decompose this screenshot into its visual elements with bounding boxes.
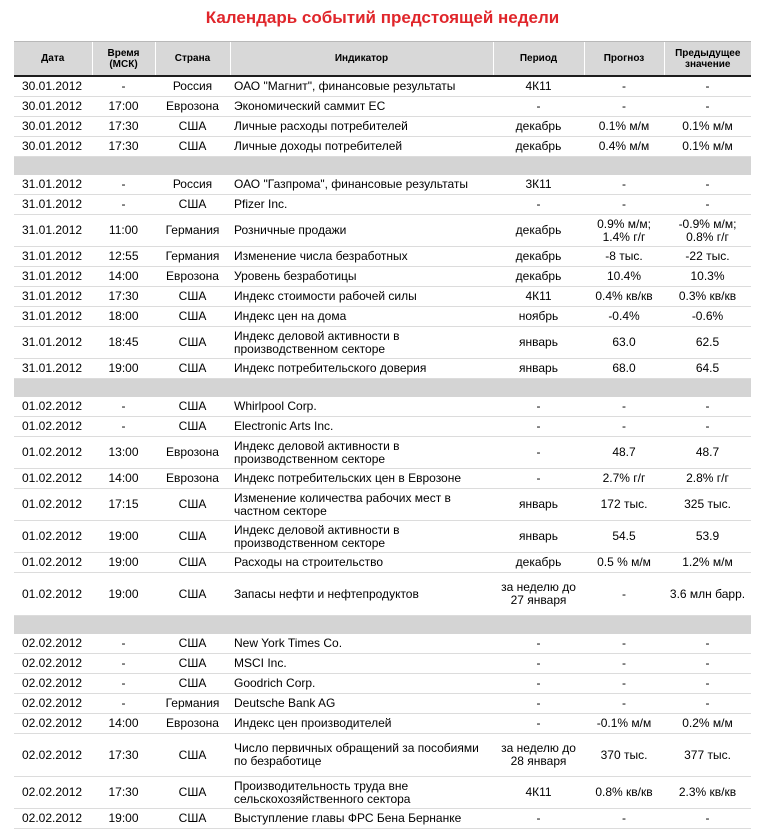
cell-period: декабрь — [493, 117, 584, 137]
cell-country: США — [155, 809, 230, 829]
cell-previous: 0.2% м/м — [664, 714, 751, 734]
cell-time: 19:00 — [92, 573, 155, 616]
cell-indicator: Расходы на строительство — [230, 553, 493, 573]
cell-forecast: -8 тыс. — [584, 247, 664, 267]
cell-forecast: 2.7% г/г — [584, 469, 664, 489]
cell-forecast: 63.0 — [584, 327, 664, 359]
cell-forecast: - — [584, 573, 664, 616]
cell-date: 01.02.2012 — [14, 469, 92, 489]
cell-date: 31.01.2012 — [14, 195, 92, 215]
cell-date: 31.01.2012 — [14, 215, 92, 247]
column-header-forecast: Прогноз — [584, 42, 664, 77]
cell-time: - — [92, 175, 155, 195]
cell-previous: 64.5 — [664, 359, 751, 379]
cell-time: 18:45 — [92, 327, 155, 359]
cell-date: 31.01.2012 — [14, 327, 92, 359]
cell-country: США — [155, 654, 230, 674]
table-header-row — [14, 42, 751, 77]
cell-indicator: Индекс деловой активности в производственном секторе — [230, 437, 493, 469]
cell-period: - — [493, 97, 584, 117]
cell-time: 19:00 — [92, 553, 155, 573]
table-row — [14, 215, 751, 247]
cell-country: США — [155, 634, 230, 654]
cell-date: 01.02.2012 — [14, 573, 92, 616]
table-row — [14, 117, 751, 137]
cell-previous: 325 тыс. — [664, 489, 751, 521]
cell-date: 02.02.2012 — [14, 694, 92, 714]
cell-forecast: - — [584, 195, 664, 215]
cell-forecast: 0.4% м/м — [584, 137, 664, 157]
cell-indicator: Индекс стоимости рабочей силы — [230, 287, 493, 307]
cell-indicator: Goodrich Corp. — [230, 674, 493, 694]
cell-country: Еврозона — [155, 714, 230, 734]
cell-period: ноябрь — [493, 307, 584, 327]
cell-indicator: Уровень безработицы — [230, 267, 493, 287]
cell-indicator: MSCI Inc. — [230, 654, 493, 674]
cell-forecast: 172 тыс. — [584, 489, 664, 521]
table-row — [14, 397, 751, 417]
cell-date: 02.02.2012 — [14, 809, 92, 829]
cell-forecast: 0.9% м/м; 1.4% г/г — [584, 215, 664, 247]
cell-forecast: - — [584, 694, 664, 714]
cell-forecast: - — [584, 674, 664, 694]
table-row — [14, 573, 751, 616]
cell-period: - — [493, 437, 584, 469]
cell-indicator: Производительность труда вне сельскохозяйственного сектора — [230, 777, 493, 809]
cell-previous: -0.9% м/м; 0.8% г/г — [664, 215, 751, 247]
cell-country: США — [155, 417, 230, 437]
cell-previous: 0.3% кв/кв — [664, 287, 751, 307]
day-separator-cell — [14, 379, 751, 398]
cell-date: 30.01.2012 — [14, 97, 92, 117]
cell-previous: - — [664, 97, 751, 117]
cell-previous: 0.1% м/м — [664, 117, 751, 137]
cell-date: 02.02.2012 — [14, 734, 92, 777]
table-row — [14, 307, 751, 327]
cell-period: январь — [493, 327, 584, 359]
page-title: Календарь событий предстоящей недели — [205, 8, 560, 27]
cell-time: 19:00 — [92, 359, 155, 379]
cell-time: - — [92, 397, 155, 417]
cell-date: 31.01.2012 — [14, 287, 92, 307]
cell-time: 17:30 — [92, 734, 155, 777]
cell-country: США — [155, 521, 230, 553]
cell-country: США — [155, 674, 230, 694]
cell-country: Германия — [155, 215, 230, 247]
cell-time: 14:00 — [92, 714, 155, 734]
cell-date: 31.01.2012 — [14, 359, 92, 379]
cell-time: 19:00 — [92, 809, 155, 829]
cell-date: 02.02.2012 — [14, 634, 92, 654]
cell-forecast: 0.5 % м/м — [584, 553, 664, 573]
cell-forecast: 10.4% — [584, 267, 664, 287]
cell-period: январь — [493, 489, 584, 521]
cell-period: - — [493, 397, 584, 417]
cell-date: 02.02.2012 — [14, 714, 92, 734]
table-row — [14, 777, 751, 809]
column-header-country: Страна — [155, 42, 230, 77]
cell-previous: 53.9 — [664, 521, 751, 553]
cell-country: Еврозона — [155, 97, 230, 117]
cell-forecast: 48.7 — [584, 437, 664, 469]
cell-time: - — [92, 417, 155, 437]
cell-time: 17:15 — [92, 489, 155, 521]
cell-country: США — [155, 489, 230, 521]
cell-country: США — [155, 777, 230, 809]
cell-time: 17:30 — [92, 287, 155, 307]
cell-previous: 2.3% кв/кв — [664, 777, 751, 809]
table-row — [14, 734, 751, 777]
cell-country: США — [155, 573, 230, 616]
cell-forecast: - — [584, 809, 664, 829]
cell-period: - — [493, 674, 584, 694]
cell-period: 3К11 — [493, 175, 584, 195]
cell-date: 30.01.2012 — [14, 117, 92, 137]
cell-date: 02.02.2012 — [14, 654, 92, 674]
table-row — [14, 175, 751, 195]
cell-forecast: - — [584, 175, 664, 195]
day-separator — [14, 616, 751, 635]
cell-time: - — [92, 694, 155, 714]
cell-period: январь — [493, 521, 584, 553]
cell-previous: 3.6 млн барр. — [664, 573, 751, 616]
cell-time: 12:55 — [92, 247, 155, 267]
table-row — [14, 553, 751, 573]
table-row — [14, 521, 751, 553]
cell-previous: - — [664, 809, 751, 829]
cell-date: 01.02.2012 — [14, 417, 92, 437]
cell-period: декабрь — [493, 553, 584, 573]
cell-previous: 2.8% г/г — [664, 469, 751, 489]
table-row — [14, 809, 751, 829]
cell-country: США — [155, 307, 230, 327]
cell-time: 18:00 — [92, 307, 155, 327]
table-row — [14, 469, 751, 489]
cell-indicator: Личные доходы потребителей — [230, 137, 493, 157]
column-header-previous: Предыдущее значение — [664, 42, 751, 77]
cell-date: 01.02.2012 — [14, 437, 92, 469]
cell-time: 11:00 — [92, 215, 155, 247]
cell-period: декабрь — [493, 267, 584, 287]
table-row — [14, 714, 751, 734]
cell-time: - — [92, 674, 155, 694]
table-row — [14, 634, 751, 654]
cell-date: 02.02.2012 — [14, 674, 92, 694]
cell-period: - — [493, 694, 584, 714]
table-row — [14, 137, 751, 157]
cell-date: 31.01.2012 — [14, 267, 92, 287]
cell-period: декабрь — [493, 247, 584, 267]
cell-period: за неделю до 28 января — [493, 734, 584, 777]
cell-country: Еврозона — [155, 267, 230, 287]
cell-indicator: Изменение количества рабочих мест в частном секторе — [230, 489, 493, 521]
table-row — [14, 674, 751, 694]
cell-country: США — [155, 117, 230, 137]
cell-country: США — [155, 734, 230, 777]
cell-period: 4К11 — [493, 76, 584, 97]
cell-period: декабрь — [493, 137, 584, 157]
cell-forecast: - — [584, 654, 664, 674]
cell-time: - — [92, 195, 155, 215]
cell-previous: - — [664, 654, 751, 674]
cell-country: Россия — [155, 76, 230, 97]
cell-previous: 48.7 — [664, 437, 751, 469]
cell-forecast: -0.1% м/м — [584, 714, 664, 734]
cell-indicator: ОАО "Магнит", финансовые результаты — [230, 76, 493, 97]
cell-forecast: - — [584, 417, 664, 437]
cell-period: - — [493, 469, 584, 489]
cell-forecast: 54.5 — [584, 521, 664, 553]
cell-indicator: Индекс деловой активности в производственном секторе — [230, 521, 493, 553]
table-row — [14, 489, 751, 521]
cell-time: 13:00 — [92, 437, 155, 469]
cell-previous: 62.5 — [664, 327, 751, 359]
cell-indicator: Whirlpool Corp. — [230, 397, 493, 417]
column-header-date: Дата — [14, 42, 92, 77]
cell-previous: 1.2% м/м — [664, 553, 751, 573]
cell-time: 17:30 — [92, 137, 155, 157]
cell-indicator: Изменение числа безработных — [230, 247, 493, 267]
cell-time: 19:00 — [92, 521, 155, 553]
cell-previous: - — [664, 175, 751, 195]
cell-date: 01.02.2012 — [14, 489, 92, 521]
table-row — [14, 437, 751, 469]
cell-date: 02.02.2012 — [14, 777, 92, 809]
cell-forecast: 68.0 — [584, 359, 664, 379]
table-row — [14, 97, 751, 117]
cell-indicator: Индекс потребительских цен в Еврозоне — [230, 469, 493, 489]
cell-previous: - — [664, 674, 751, 694]
cell-time: - — [92, 654, 155, 674]
cell-indicator: Pfizer Inc. — [230, 195, 493, 215]
cell-date: 31.01.2012 — [14, 175, 92, 195]
cell-indicator: Розничные продажи — [230, 215, 493, 247]
cell-previous: - — [664, 195, 751, 215]
column-header-period: Период — [493, 42, 584, 77]
cell-date: 31.01.2012 — [14, 307, 92, 327]
cell-indicator: ОАО "Газпрома", финансовые результаты — [230, 175, 493, 195]
cell-date: 01.02.2012 — [14, 521, 92, 553]
cell-country: США — [155, 397, 230, 417]
cell-period: январь — [493, 359, 584, 379]
cell-country: Германия — [155, 247, 230, 267]
table-row — [14, 359, 751, 379]
table-row — [14, 654, 751, 674]
cell-country: США — [155, 553, 230, 573]
cell-date: 30.01.2012 — [14, 76, 92, 97]
table-body — [14, 76, 751, 829]
cell-time: 17:30 — [92, 777, 155, 809]
cell-period: - — [493, 654, 584, 674]
cell-previous: -0.6% — [664, 307, 751, 327]
table-row — [14, 694, 751, 714]
cell-previous: - — [664, 694, 751, 714]
cell-forecast: - — [584, 397, 664, 417]
cell-previous: 10.3% — [664, 267, 751, 287]
events-calendar-table — [14, 41, 751, 829]
cell-indicator: Deutsche Bank AG — [230, 694, 493, 714]
cell-time: 14:00 — [92, 267, 155, 287]
cell-period: - — [493, 195, 584, 215]
cell-date: 30.01.2012 — [14, 137, 92, 157]
cell-indicator: Выступление главы ФРС Бена Бернанке — [230, 809, 493, 829]
cell-time: 14:00 — [92, 469, 155, 489]
cell-indicator: New York Times Co. — [230, 634, 493, 654]
table-row — [14, 267, 751, 287]
cell-indicator: Личные расходы потребителей — [230, 117, 493, 137]
table-row — [14, 247, 751, 267]
table-row — [14, 327, 751, 359]
cell-forecast: - — [584, 634, 664, 654]
cell-period: - — [493, 714, 584, 734]
cell-period: 4К11 — [493, 777, 584, 809]
cell-country: Еврозона — [155, 437, 230, 469]
cell-country: США — [155, 359, 230, 379]
cell-previous: 377 тыс. — [664, 734, 751, 777]
cell-forecast: 0.1% м/м — [584, 117, 664, 137]
cell-indicator: Индекс цен на дома — [230, 307, 493, 327]
cell-indicator: Запасы нефти и нефтепродуктов — [230, 573, 493, 616]
cell-time: 17:30 — [92, 117, 155, 137]
cell-forecast: 0.8% кв/кв — [584, 777, 664, 809]
column-header-time: Время (МСК) — [92, 42, 155, 77]
cell-country: Еврозона — [155, 469, 230, 489]
day-separator — [14, 157, 751, 176]
cell-period: за неделю до 27 января — [493, 573, 584, 616]
cell-indicator: Индекс потребительского доверия — [230, 359, 493, 379]
cell-period: 4К11 — [493, 287, 584, 307]
table-row — [14, 76, 751, 97]
cell-time: - — [92, 634, 155, 654]
cell-indicator: Индекс деловой активности в производственном секторе — [230, 327, 493, 359]
table-row — [14, 287, 751, 307]
cell-date: 31.01.2012 — [14, 247, 92, 267]
cell-country: Россия — [155, 175, 230, 195]
cell-previous: - — [664, 397, 751, 417]
cell-country: США — [155, 287, 230, 307]
cell-previous: - — [664, 417, 751, 437]
cell-previous: 0.1% м/м — [664, 137, 751, 157]
day-separator-cell — [14, 157, 751, 176]
cell-country: Германия — [155, 694, 230, 714]
table-row — [14, 195, 751, 215]
cell-forecast: 0.4% кв/кв — [584, 287, 664, 307]
cell-date: 01.02.2012 — [14, 397, 92, 417]
cell-indicator: Electronic Arts Inc. — [230, 417, 493, 437]
cell-indicator: Индекс цен производителей — [230, 714, 493, 734]
cell-forecast: -0.4% — [584, 307, 664, 327]
cell-previous: -22 тыс. — [664, 247, 751, 267]
cell-period: - — [493, 417, 584, 437]
column-header-indicator: Индикатор — [230, 42, 493, 77]
cell-forecast: - — [584, 76, 664, 97]
cell-date: 01.02.2012 — [14, 553, 92, 573]
cell-country: США — [155, 327, 230, 359]
cell-indicator: Число первичных обращений за пособиями по безработице — [230, 734, 493, 777]
cell-country: США — [155, 195, 230, 215]
table-row — [14, 417, 751, 437]
cell-forecast: 370 тыс. — [584, 734, 664, 777]
cell-period: - — [493, 809, 584, 829]
day-separator — [14, 379, 751, 398]
cell-time: - — [92, 76, 155, 97]
cell-indicator: Экономический саммит ЕС — [230, 97, 493, 117]
cell-period: декабрь — [493, 215, 584, 247]
cell-country: США — [155, 137, 230, 157]
cell-previous: - — [664, 634, 751, 654]
cell-time: 17:00 — [92, 97, 155, 117]
cell-period: - — [493, 634, 584, 654]
cell-previous: - — [664, 76, 751, 97]
day-separator-cell — [14, 616, 751, 635]
cell-forecast: - — [584, 97, 664, 117]
